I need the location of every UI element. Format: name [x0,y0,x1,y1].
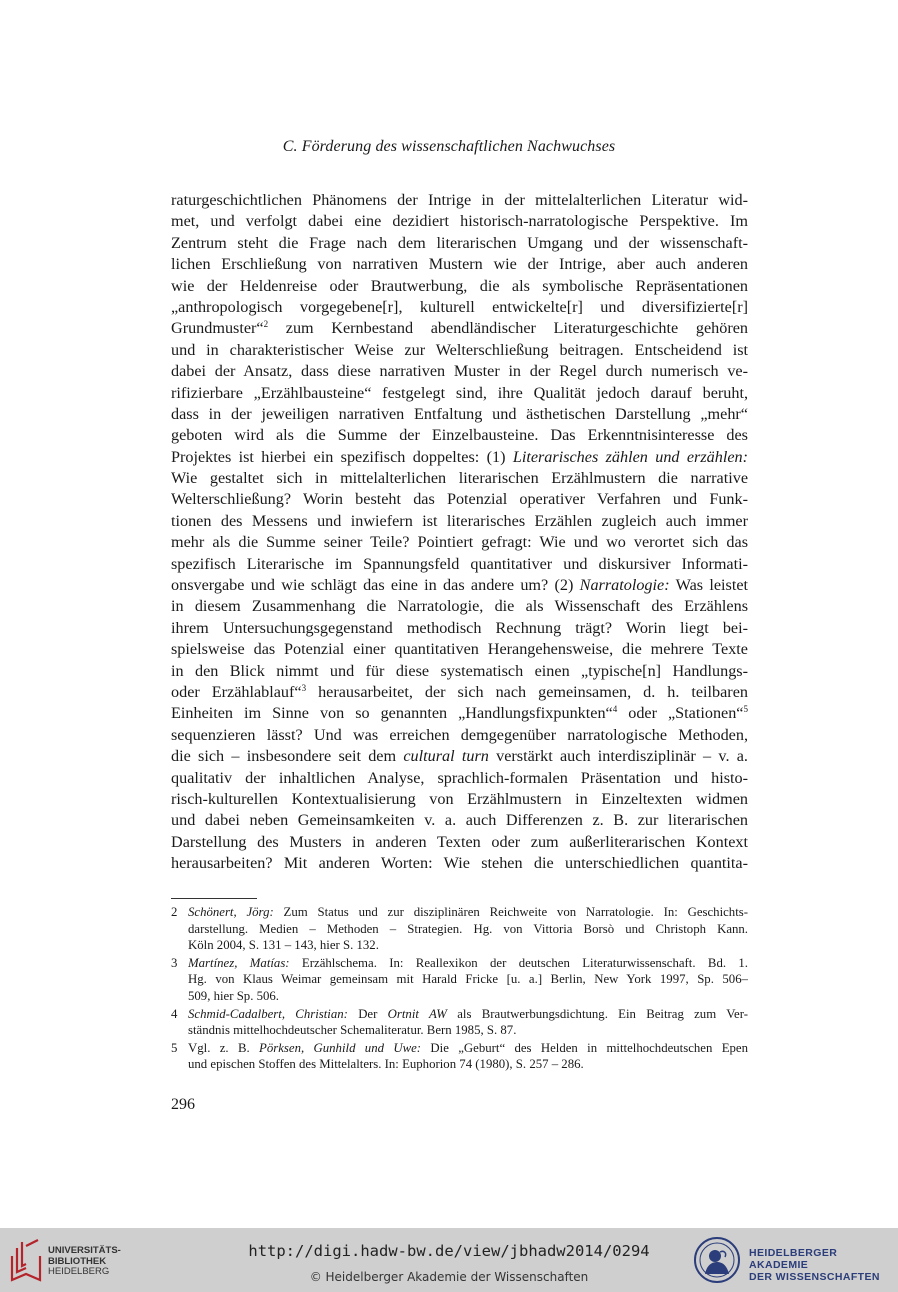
footnote-number: 5 [171,1040,178,1055]
footnote-author: Pörksen, Gunhild und Uwe: [259,1040,422,1055]
text-run: oder „Stationen“ [617,704,744,723]
body-line: dass in der jeweiligen narrativen Entfaltung und ästhetischen Darstellung „mehr“ [171,404,748,423]
body-line: dabei der Ansatz, dass diese narrativen Muster in der Regel durch numerisch ve- [171,362,748,381]
ub-logo-line: BIBLIOTHEK [48,1255,107,1267]
body-line: Welterschließung? Worin besteht das Potenzial operativer Verfahren und Funk- [171,490,748,509]
footnote-line: 509, hier Sp. 506. [188,988,279,1003]
text-run: verstärkt auch interdisziplinär – v. a. [488,747,748,766]
footnote-line [188,1040,748,1057]
body-line: in diesem Zusammenhang die Narratologie, die als Wissenschaft des Erzählens [171,597,748,616]
academy-seal-icon [693,1236,741,1284]
body-line [171,575,748,596]
footnote-ref-3[interactable]: 3 [301,682,307,693]
footnote-divider [171,898,257,899]
body-line: herausarbeiten? Mit anderen Worten: Wie stehen die unterschiedlichen quantita- [171,854,748,873]
footnote-line: ständnis mittelhochdeutscher Schemaliteratur. Bern 1985, S. 87. [188,1023,517,1038]
body-line: met, und verfolgt dabei eine dezidiert historisch-narratologische Perspektive. Im [171,212,748,231]
hadw-logo-line: HEIDELBERGER AKADEMIE [749,1247,838,1271]
text-run: Die „Geburt“ des Helden in mittelhochdeutschen Epen [421,1040,748,1055]
emphasis-text: Narratologie: [579,576,670,595]
body-line [171,746,748,767]
body-line: Zentrum steht die Frage nach dem literarischen Umgang und der wissenschaft- [171,233,748,252]
text-run: zum Kernbestand abendländischer Literaturgeschichte gehören [268,319,748,338]
text-run: Einheiten im Sinne von so genannten „Handlungsfixpunkten“ [171,704,613,723]
page-number: 296 [171,1096,195,1113]
text-run: Grundmuster“ [171,319,264,338]
viewer-footer [0,1228,898,1292]
text-run: die sich – insbesondere seit dem [171,747,404,766]
text-run: herausarbeitet, der sich nach gemeinsamen, d. h. teilbaren [306,682,748,701]
body-text [171,190,748,875]
footnote-ref-5[interactable]: 5 [743,704,748,715]
text-run: Erzählschema. In: Reallexikon der deutschen Literaturwissenschaft. Bd. 1. [289,955,748,970]
footnote-line [188,955,748,972]
text-run: Was leistet [669,576,748,595]
permalink-url[interactable]: http://digi.hadw-bw.de/view/jbhadw2014/0294 [248,1242,650,1260]
body-line [171,682,748,703]
text-run: oder Erzählablauf“ [171,682,302,701]
text-run: Projektes ist hierbei ein spezifisch doppeltes: (1) [171,447,513,466]
footnote-line: und epischen Stoffen des Mittelalters. In: Euphorion 74 (1980), S. 257 – 286. [188,1057,584,1072]
hadw-logo-text [749,1247,893,1283]
footnote-author: Schönert, Jörg: [188,905,274,919]
footnote-author: Schmid-Cadalbert, Christian: [188,1006,348,1021]
hadw-logo-line: DER WISSENSCHAFTEN [749,1271,880,1283]
body-line: sequenzieren lässt? Und was erreichen demgegenüber narratologische Methoden, [171,725,748,744]
body-line: wie der Heldenreise oder Brautwerbung, die als symbolische Repräsentationen [171,276,748,295]
body-line: rifizierbare „Erzählbausteine“ festgelegt sind, ihre Qualität jedoch darauf beruht, [171,383,748,402]
footnote-line: Köln 2004, S. 131 – 143, hier S. 132. [188,938,379,953]
text-run: onsvergabe und wie schlägt das eine in das andere um? (2) [171,576,580,595]
footnote-number: 4 [171,1006,178,1021]
ub-logo-line: UNIVERSITÄTS- [48,1245,121,1256]
ub-logo-line: HEIDELBERG [48,1266,110,1277]
footnote-number: 3 [171,955,178,970]
text-run: als Brautwerbungsdichtung. Ein Beitrag zum Ver- [446,1006,748,1021]
body-line: Darstellung des Musters in anderen Texten oder zum außerliterarischen Kontext [171,832,748,851]
footnote-line [188,1006,748,1023]
body-line: Wie gestaltet sich in mittelalterlichen literarischen Erzählmustern die narrative [171,469,748,488]
body-line: „anthropologisch vorgegebene[r], kulturell entwickelte[r] und diversifizierte[r] [171,297,748,316]
body-line: risch-kulturellen Kontextualisierung von Erzählmustern in Einzeltexten widmen [171,789,748,808]
footnote-4 [171,1006,748,1039]
footnotes [171,904,748,1074]
footnote-2 [171,904,748,954]
body-line: tionen des Messens und inwiefern ist literarisches Erzählen zugleich auch immer [171,511,748,530]
text-run: Vgl. z. B. [188,1040,260,1055]
emphasis-text: Literarisches zählen und erzählen: [512,447,748,466]
body-line: spielsweise das Potenzial einer quantitativen Herangehensweise, die mehrere Texte [171,640,748,659]
body-line: und in charakteristischer Weise zur Welterschließung beitragen. Entscheidend ist [171,340,748,359]
body-line [171,318,748,339]
hadw-logo[interactable] [693,1234,893,1286]
body-line: und dabei neben Gemeinsamkeiten v. a. auch Differenzen z. B. zur literarischen [171,811,748,830]
body-line: ihrem Untersuchungsgegenstand methodisch Rechnung trägt? Worin liegt bei- [171,618,748,637]
body-line: spezifisch Literarische im Spannungsfeld quantitativer und diskursiver Informati- [171,554,748,573]
footnote-line [188,904,748,921]
text-run: Zum Status und zur disziplinären Reichweite von Narratologie. In: Geschichts- [273,905,748,919]
footnote-3 [171,955,748,1005]
footnote-ref-2[interactable]: 2 [263,319,269,330]
text-run: Der [347,1006,388,1021]
footnote-ref-4[interactable]: 4 [612,704,618,715]
body-line: geboten wird als die Summe der Einzelbausteine. Das Erkenntnisinteresse des [171,426,748,445]
footnote-line: darstellung. Medien – Methoden – Strategien. Hg. von Vittoria Borsò und Christoph Kann. [188,921,748,936]
work-title: Ortnit AW [387,1006,447,1021]
body-line [171,447,748,468]
footnote-author: Martínez, Matías: [188,955,290,970]
emphasis-text: cultural turn [403,747,489,766]
running-head: C. Förderung des wissenschaftlichen Nachwuchses [282,138,616,155]
body-line: lichen Erschließung von narrativen Mustern wie der Intrige, aber auch anderen [171,255,748,274]
copyright-notice: © Heidelberger Akademie der Wissenschaften [309,1270,589,1284]
footnote-line: Hg. von Klaus Weimar gemeinsam mit Harald Fricke [u. a.] Berlin, New York 1997, Sp. 506– [188,972,748,987]
body-line: in den Blick nimmt und für diese systematisch einen „typische[n] Handlungs- [171,661,748,680]
footnote-number: 2 [171,905,178,919]
footnote-5 [171,1040,748,1073]
body-line: raturgeschichtlichen Phänomens der Intrige in der mittelalterlichen Literatur wid- [171,191,748,209]
body-line: qualitativ der inhaltlichen Analyse, sprachlich-formalen Präsentation und histo- [171,768,748,787]
body-line [171,703,748,724]
body-line: mehr als die Summe seiner Teile? Pointiert gefragt: Wie und wo verortet sich das [171,533,748,552]
